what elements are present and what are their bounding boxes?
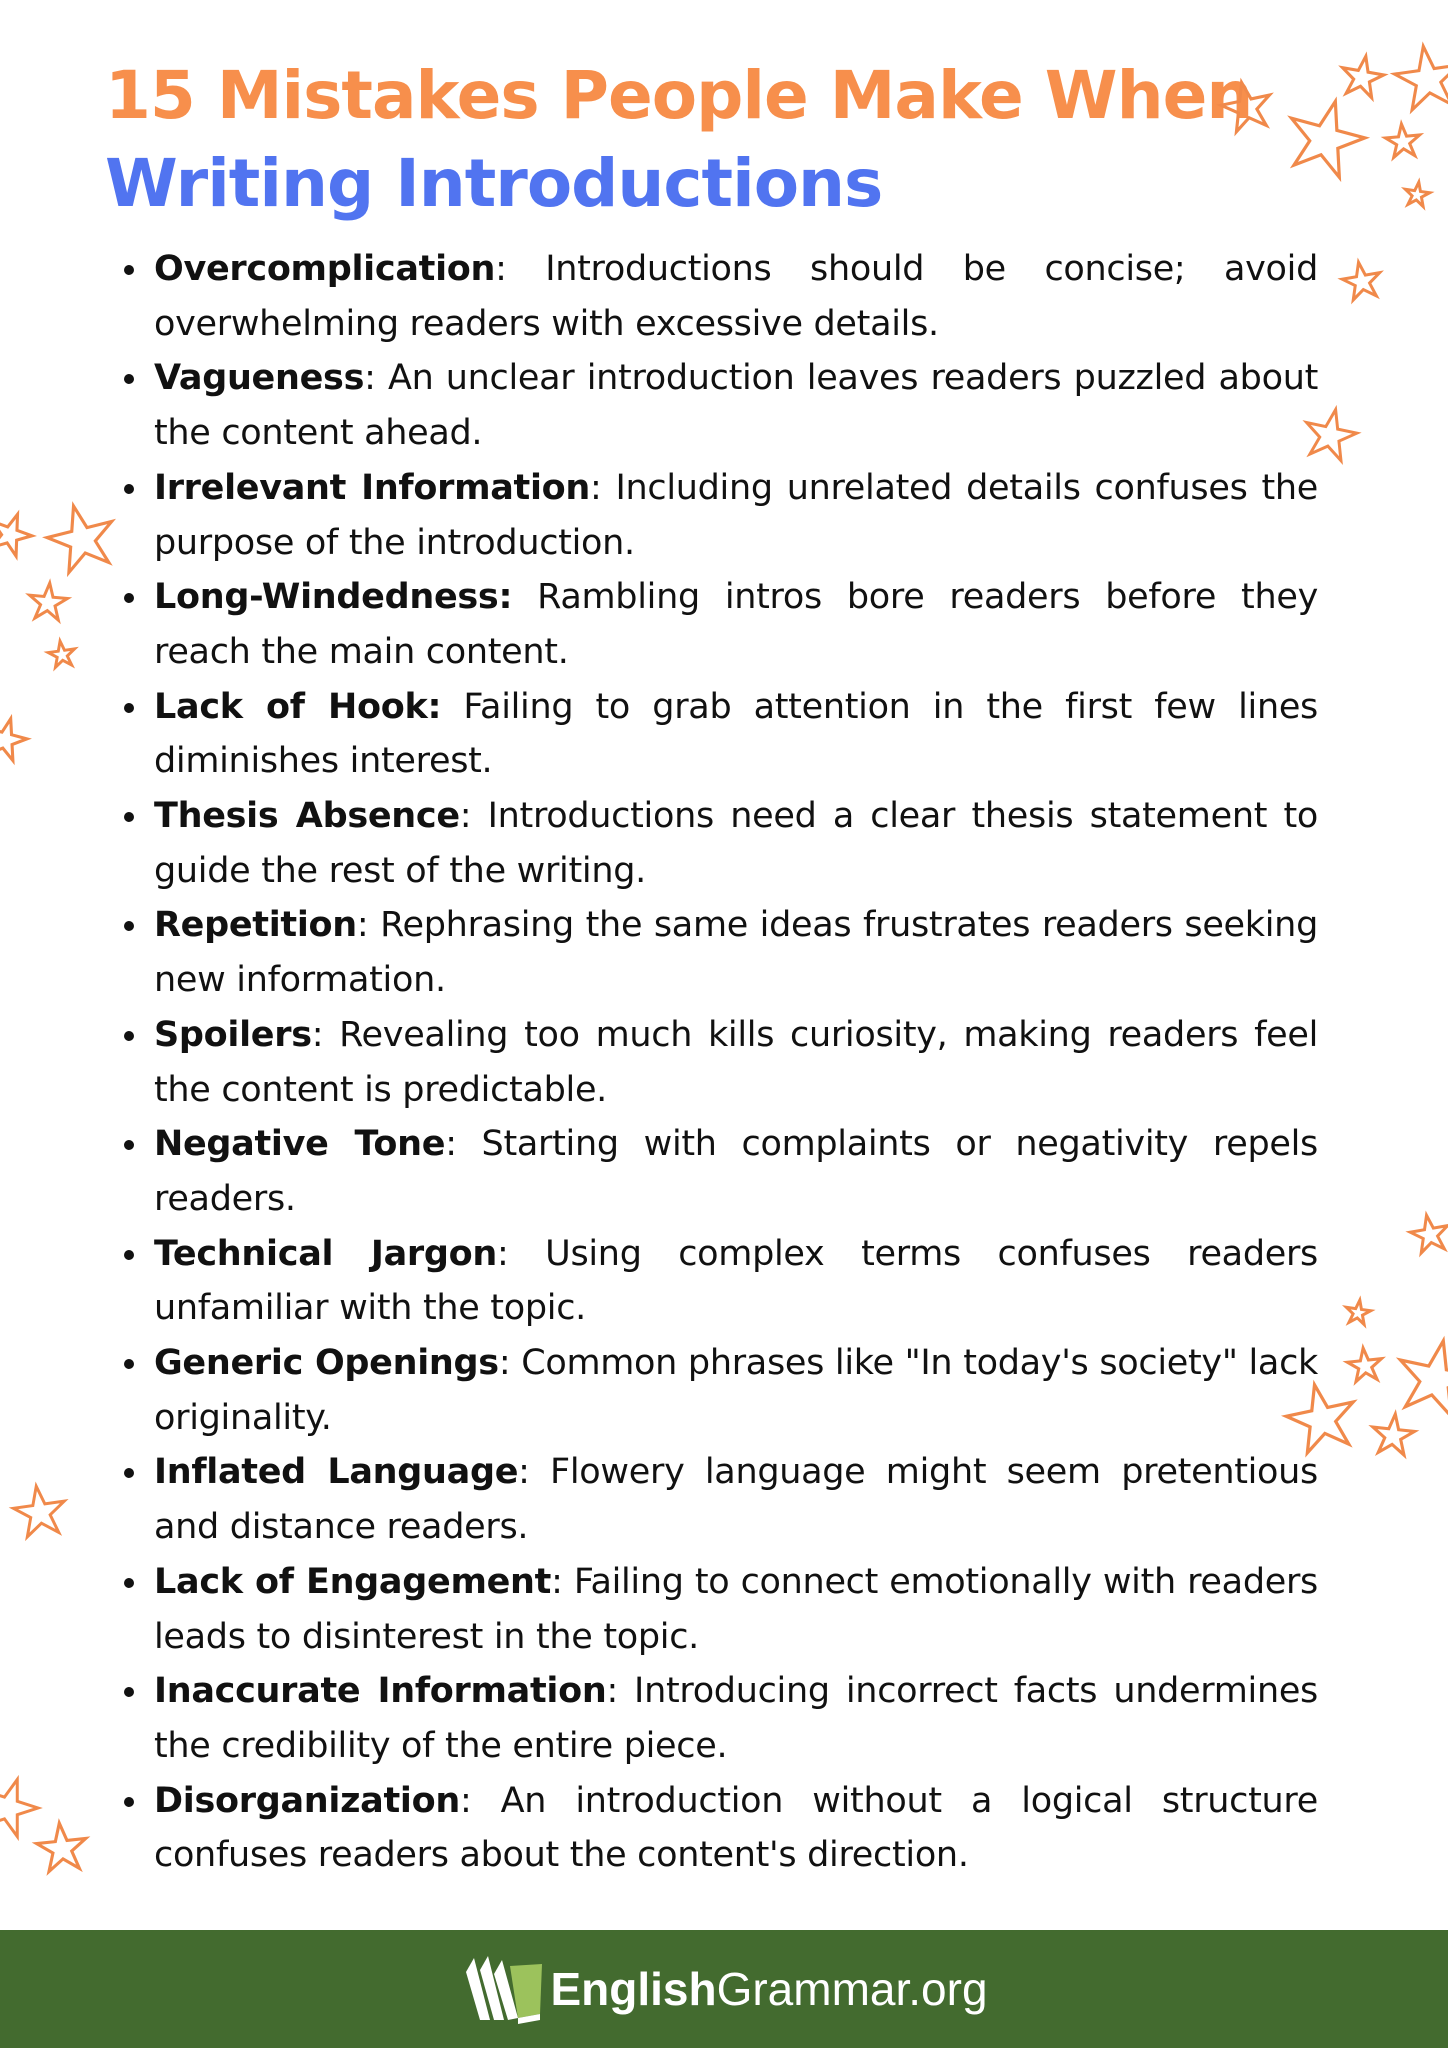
star-icon [0, 1771, 44, 1840]
mistake-term: Lack of Hook: [154, 686, 442, 727]
star-icon [1280, 92, 1372, 182]
mistake-description: An introduction without a logical structure confuses readers about the content's direction. [154, 1780, 1318, 1876]
mistake-separator: : [459, 796, 472, 837]
star-icon [47, 639, 77, 668]
list-item [154, 1117, 1318, 1226]
mistake-term: Irrelevant Information [154, 467, 591, 508]
title-line-2: Writing Introductions [105, 145, 883, 222]
mistake-separator: : [356, 905, 369, 946]
mistake-description: Introductions need a clear thesis statement to guide the rest of the writing. [154, 796, 1318, 891]
star-icon [0, 507, 37, 559]
mistake-separator: : [495, 249, 507, 289]
mistake-term: Negative Tone [154, 1124, 446, 1165]
list-item [154, 789, 1318, 898]
star-icon [1346, 1346, 1383, 1382]
mistake-description: Common phrases like "In today's society" lack originality. [154, 1343, 1318, 1438]
mistake-description: Rephrasing the same ideas frustrates readers seeking new information. [154, 905, 1318, 1001]
list-item [154, 1774, 1318, 1883]
footer-bar [0, 1930, 1448, 2048]
star-icon [1384, 123, 1421, 158]
mistake-term: Generic Openings [154, 1343, 499, 1384]
book-logo-icon [460, 1950, 546, 2028]
mistake-description: Flowery language might seem pretentious and distance readers. [154, 1452, 1318, 1548]
mistake-separator: : [497, 1233, 509, 1274]
title-line-1: 15 Mistakes People Make When [105, 57, 1253, 134]
mistake-description: Rambling intros bore readers before they reach the main content. [154, 577, 1318, 672]
star-icon [1370, 1412, 1416, 1456]
mistake-description: Starting with complaints or negativity repels readers. [154, 1124, 1318, 1219]
list-item [154, 242, 1318, 351]
mistake-term: Thesis Absence [154, 796, 460, 837]
star-icon [1408, 1212, 1448, 1254]
mistake-description: An unclear introduction leaves readers puzzled about the content ahead. [154, 358, 1318, 454]
mistake-term: Vagueness [154, 358, 365, 399]
star-icon [1403, 180, 1431, 207]
star-icon [11, 1483, 69, 1539]
mistake-term: Inaccurate Information [154, 1671, 607, 1712]
mistake-description: Introducing incorrect facts undermines the credibility of the entire piece. [154, 1671, 1318, 1766]
star-icon [1340, 259, 1384, 301]
star-icon [1338, 53, 1386, 99]
mistake-term: Long-Windedness: [154, 577, 513, 618]
mistake-separator: : [311, 1014, 324, 1055]
list-item [154, 1227, 1318, 1336]
mistake-description: Revealing too much kills curiosity, making readers feel the content is predictable. [154, 1014, 1318, 1110]
star-icon [1391, 1333, 1448, 1420]
mistake-separator: : [459, 1780, 472, 1821]
mistake-description: Failing to connect emotionally with readers leads to disinterest in the topic. [154, 1561, 1318, 1657]
logo-text-light: Grammar.org [716, 1963, 988, 2015]
mistake-term: Repetition [154, 905, 357, 946]
list-item [154, 1336, 1318, 1445]
star-icon [28, 581, 69, 620]
star-icon [1391, 42, 1448, 112]
mistake-description: Introductions should be concise; avoid overwhelming readers with excessive details. [154, 249, 1318, 344]
mistake-term: Inflated Language [154, 1452, 519, 1493]
logo-text-bold: English [550, 1963, 717, 2015]
mistake-separator: : [606, 1671, 618, 1712]
mistake-separator: : [498, 1343, 511, 1384]
star-icon [41, 498, 121, 576]
logo-text [550, 1962, 987, 2016]
mistake-description: Including unrelated details confuses the purpose of the introduction. [154, 467, 1318, 563]
page-title [105, 52, 1252, 228]
mistake-separator: : [518, 1452, 530, 1493]
list-item [154, 351, 1318, 460]
list-item [154, 1664, 1318, 1773]
brand-logo[interactable] [460, 1950, 987, 2028]
mistake-term: Lack of Engagement [154, 1561, 552, 1602]
star-icon [35, 1821, 89, 1873]
mistake-description: Using complex terms confuses readers unfamiliar with the topic. [154, 1233, 1318, 1329]
mistake-separator: : [364, 358, 376, 399]
star-icon [0, 713, 31, 762]
list-item [154, 1555, 1318, 1664]
mistake-term: Spoilers [154, 1014, 312, 1055]
list-item [154, 461, 1318, 570]
list-item [154, 680, 1318, 789]
list-item [154, 898, 1318, 1007]
mistakes-list [154, 242, 1318, 1883]
mistake-separator: : [551, 1561, 563, 1602]
list-item [154, 570, 1318, 679]
mistake-description: Failing to grab attention in the first few lines diminishes interest. [154, 686, 1318, 782]
list-item [154, 1445, 1318, 1554]
mistake-separator: : [445, 1124, 457, 1165]
mistake-term: Overcomplication [154, 249, 496, 289]
list-item [154, 1008, 1318, 1117]
mistake-term: Disorganization [154, 1780, 460, 1821]
star-icon [1344, 1298, 1372, 1325]
mistake-separator: : [590, 467, 602, 508]
mistake-term: Technical Jargon [154, 1233, 498, 1274]
